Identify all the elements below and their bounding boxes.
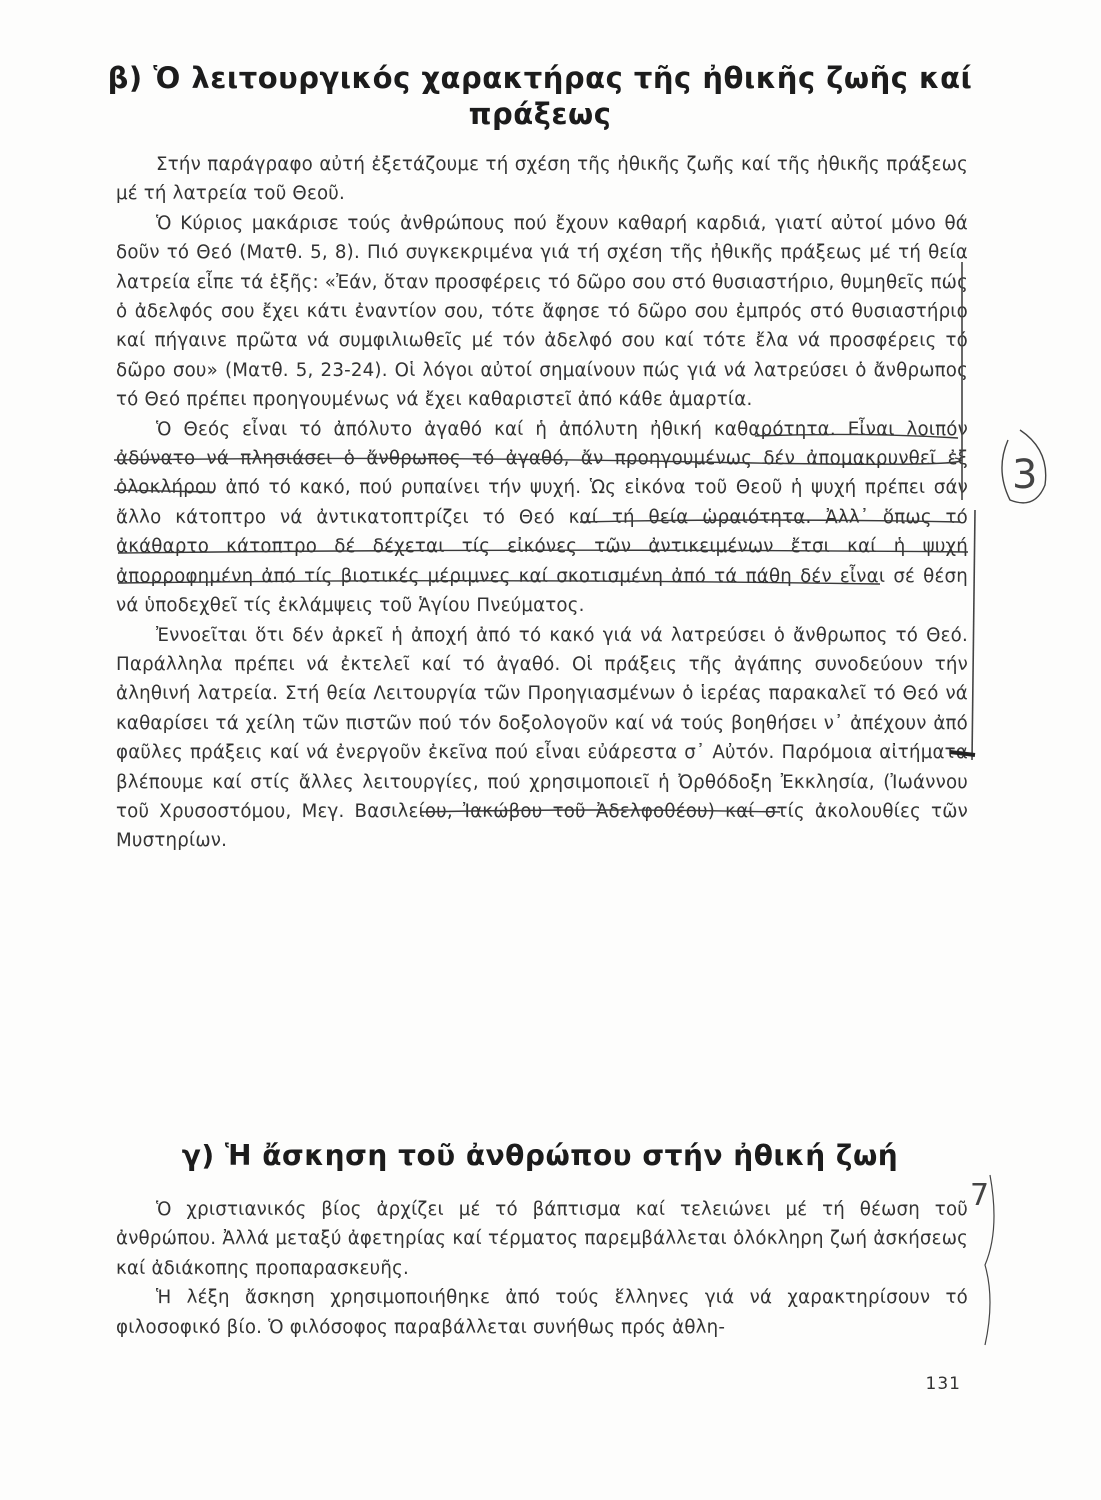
section-b-paragraph-3: Ὁ Θεός εἶναι τό ἀπόλυτο ἀγαθό καί ἡ ἀπόλυτη ἠθική καθαρότητα. Εἶναι λοιπόν ἀδύνατο νά πλησιάσει ὁ ἄνθρωπος τό ἀγαθό, ἄν προηγουμένως δέν ἀπομακρυνθεῖ ἐξ ὁλοκλήρου ἀπό τό κακό, πού ρυπαίνει τήν ψυχή. Ὡς εἰκόνα τοῦ Θεοῦ ἡ ψυχή πρέπει σάν ἄλλο κάτοπτρο νά ἀντικατοπτρίζει τό Θεό καί τή θεία ὡραιότητα. Ἀλλ᾿ ὅπως τό ἀκάθαρτο κάτοπτρο δέ δέχεται τίς εἰκόνες τῶν ἀντικειμένων ἔτσι καί ἡ ψυχή ἀπορροφημένη ἀπό τίς βιοτικές μέριμνες καί σκοτισμένη ἀπό τά πάθη δέν εἶναι σέ θέση νά ὑποδεχθεῖ τίς ἐκλάμψεις τοῦ Ἁγίου Πνεύματος.: [116, 418, 968, 617]
page-number: 131: [925, 1374, 961, 1394]
section-c-paragraph-2: Ἡ λέξη ἄσκηση χρησιμοποιήθηκε ἀπό τούς ἕλληνες γιά νά χαρακτηρίσουν τό φιλοσοφικό βίο. Ὁ φιλόσοφος παραβάλλεται συνήθως πρός ἀθλη-: [116, 1287, 968, 1338]
section-c-heading: γ) Ἡ ἄσκηση τοῦ ἀνθρώπου στήν ἠθική ζωή: [181, 1139, 899, 1172]
margin-note-7: 7: [970, 1178, 990, 1213]
section-b-body: [116, 150, 968, 856]
margin-note-3: 3: [1012, 452, 1038, 498]
margin-bracket: [972, 510, 975, 760]
margin-circle: [1002, 430, 1046, 503]
section-b-heading-line-1: β) Ὁ λειτουργικός χαρακτήρας τῆς ἠθικῆς ζωῆς καί: [107, 61, 973, 95]
section-b-paragraph-2: Ὁ Κύριος μακάρισε τούς ἀνθρώπους πού ἔχουν καθαρή καρδιά, γιατί αὐτοί μόνο θά δοῦν τό Θεό (Ματθ. 5, 8). Πιό συγκεκριμένα γιά τή σχέση τῆς ἠθικῆς πράξεως μέ τή θεία λατρεία εἶπε τά ἑξῆς: «Ἐάν, ὅταν προσφέρεις τό δῶρο σου στό θυσιαστήριο, θυμηθεῖς πώς ὁ ἀδελφός σου ἔχει κάτι ἐναντίον σου, τότε ἄφησε τό δῶρο σου ἐμπρός στό θυσιαστήριο καί πήγαινε πρῶτα νά συμφιλιωθεῖς μέ τόν ἀδελφό σου καί τότε ἔλα νά προσφέρεις τό δῶρο σου» (Ματθ. 5, 23-24). Οἱ λόγοι αὐτοί σημαίνουν πώς γιά νά λατρεύσει ὁ ἄνθρωπος τό Θεό πρέπει προηγουμένως νά ἔχει καθαριστεῖ ἀπό κάθε ἁμαρτία.: [116, 212, 968, 411]
section-c-body: [116, 1195, 968, 1342]
section-c-paragraph-1: Ὁ χριστιανικός βίος ἀρχίζει μέ τό βάπτισμα καί τελειώνει μέ τή θέωση τοῦ ἀνθρώπου. Ἀλλά μεταξύ ἀφετηρίας καί τέρματος παρεμβάλλεται ὁλόκληρη ζωή ἀσκήσεως καί ἀδιάκοπης προπαρασκευῆς.: [116, 1199, 968, 1279]
margin-stroke: [985, 1175, 994, 1345]
section-b-paragraph-4: Ἐννοεῖται ὅτι δέν ἀρκεῖ ἡ ἀποχή ἀπό τό κακό γιά νά λατρεύσει ὁ ἄνθρωπος τό Θεό. Παράλληλα πρέπει νά ἐκτελεῖ καί τό ἀγαθό. Οἱ πράξεις τῆς ἀγάπης συνοδεύουν τήν ἀληθινή λατρεία. Στή θεία Λειτουργία τῶν Προηγιασμένων ὁ ἱερέας παρακαλεῖ τό Θεό νά καθαρίσει τά χείλη τῶν πιστῶν πού τόν δοξολογοῦν καί νά τούς βοηθήσει ν᾿ ἀπέχουν ἀπό φαῦλες πράξεις καί νά ἐνεργοῦν ἐκεῖνα πού εἶναι εὐάρεστα σ᾿ Αὐτόν. Παρόμοια αἰτήματα βλέπουμε καί στίς ἄλλες λειτουργίες, πού χρησιμοποιεῖ ἡ Ὀρθόδοξη Ἐκκλησία, (Ἰωάννου τοῦ Χρυσοστόμου, Μεγ. Βασιλείου, Ἰακώβου τοῦ Ἀδελφοθέου) καί στίς ἀκολουθίες τῶν Μυστηρίων.: [116, 624, 968, 852]
section-b-heading-line-2: πράξεως: [468, 97, 612, 131]
section-b-heading: [100, 60, 980, 132]
section-b-paragraph-1: Στήν παράγραφο αὐτή ἐξετάζουμε τή σχέση τῆς ἠθικῆς ζωῆς καί τῆς ἠθικῆς πράξεως μέ τή λατρεία τοῦ Θεοῦ.: [116, 154, 968, 205]
